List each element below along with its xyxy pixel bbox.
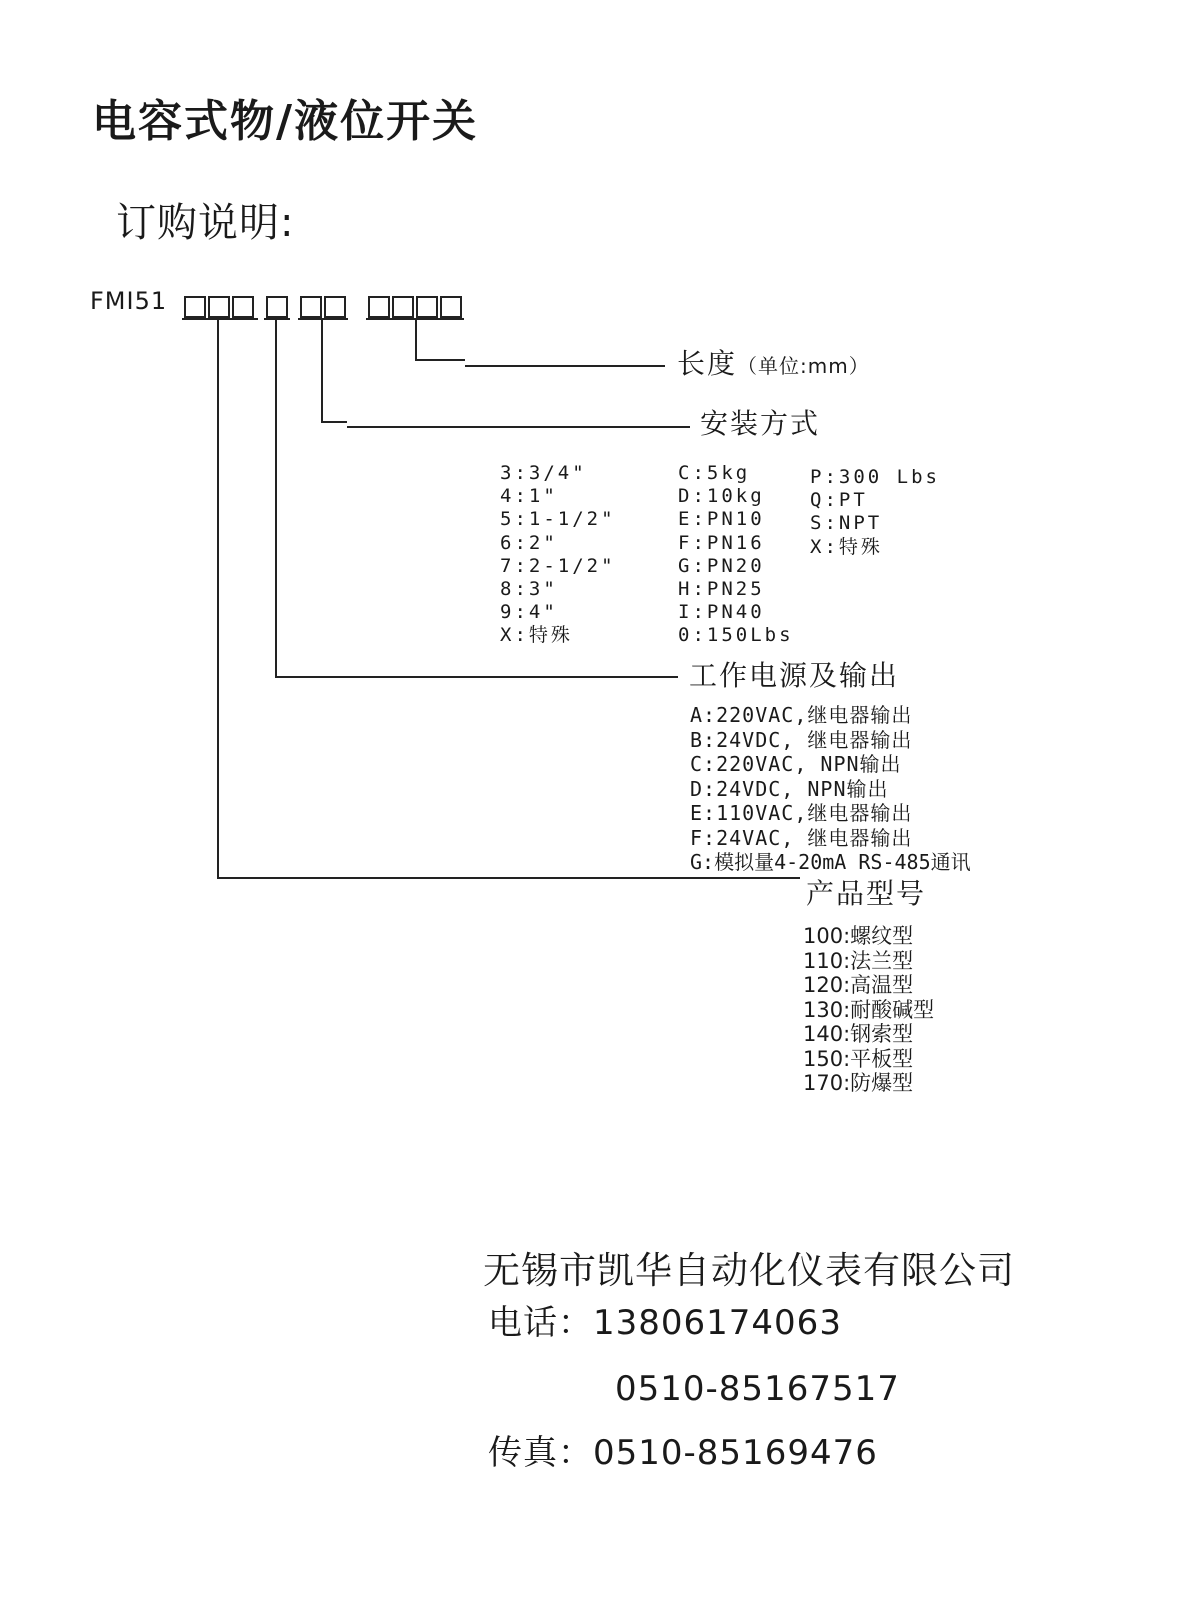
list-item: I:PN40	[678, 601, 765, 624]
connector-product-v	[217, 319, 219, 879]
list-item: 170:防爆型	[803, 1071, 914, 1095]
list-item: 8:3"	[500, 578, 558, 601]
underline-product	[182, 318, 258, 320]
code-box-product-1	[184, 296, 206, 318]
list-item: P:300 Lbs	[810, 466, 940, 488]
code-box-product-3	[232, 296, 254, 318]
phone-number-1: 13806174063	[593, 1303, 842, 1343]
fax-number: 0510-85169476	[593, 1433, 878, 1473]
list-item: E:PN10	[678, 508, 765, 531]
list-item: G:模拟量4-20mA RS-485通讯	[690, 850, 971, 874]
list-item: G:PN20	[678, 554, 765, 577]
code-box-length-3	[416, 296, 438, 318]
length-heading	[677, 347, 870, 380]
connector-length-h1	[415, 359, 465, 361]
list-item: 3:3/4"	[500, 462, 587, 484]
list-item: Q:PT	[810, 489, 868, 512]
length-label: 长度	[677, 347, 738, 380]
list-item: F:PN16	[678, 531, 765, 554]
list-item: 9:4"	[500, 601, 558, 624]
list-item: S:NPT	[810, 512, 883, 535]
connector-length-h2	[465, 365, 665, 367]
underline-mount	[298, 318, 348, 320]
connector-mount-v	[321, 319, 323, 423]
model-prefix: FMI51	[90, 287, 168, 315]
list-item: E:110VAC,继电器输出	[690, 801, 913, 825]
product-type-list	[803, 924, 934, 1096]
list-item: 7:2-1/2"	[500, 554, 616, 577]
connector-power-h	[275, 676, 678, 678]
code-box-length-4	[440, 296, 462, 318]
fax-row	[488, 1433, 878, 1473]
mounting-label: 安装方式	[700, 407, 821, 440]
code-box-product-2	[208, 296, 230, 318]
page-title: 电容式物/液位开关	[92, 96, 479, 147]
length-unit: （单位:mm）	[737, 354, 870, 378]
ordering-subtitle: 订购说明:	[116, 200, 295, 246]
list-item: H:PN25	[678, 578, 765, 601]
list-item: C:5kg	[678, 462, 751, 484]
list-item: C:220VAC, NPN输出	[690, 752, 902, 776]
list-item: 100:螺纹型	[803, 924, 914, 948]
mounting-list-flange	[678, 462, 794, 648]
list-item: 4:1"	[500, 485, 558, 508]
fax-label: 传真：	[488, 1433, 593, 1473]
connector-mount-h1	[321, 421, 347, 423]
list-item: F:24VAC, 继电器输出	[690, 825, 913, 850]
list-item: 120:高温型	[803, 973, 914, 997]
code-box-mount-1	[300, 296, 322, 318]
power-label: 工作电源及输出	[689, 659, 900, 692]
list-item: X:特殊	[500, 624, 573, 647]
phone-number-2: 0510-85167517	[615, 1369, 900, 1409]
list-item: 0:150Lbs	[678, 624, 794, 647]
phone-label: 电话：	[488, 1303, 593, 1343]
underline-power	[264, 318, 290, 320]
code-box-length-2	[392, 296, 414, 318]
code-box-power	[266, 296, 288, 318]
list-item: 110:法兰型	[803, 948, 914, 973]
list-item: 140:钢索型	[803, 1022, 914, 1046]
list-item: A:220VAC,继电器输出	[690, 703, 913, 727]
list-item: 6:2"	[500, 531, 558, 554]
list-item: 5:1-1/2"	[500, 508, 616, 531]
phone-row	[488, 1303, 842, 1343]
list-item: B:24VDC, 继电器输出	[690, 727, 913, 752]
mounting-list-thread	[500, 462, 616, 648]
code-box-mount-2	[324, 296, 346, 318]
list-item: D:24VDC, NPN输出	[690, 776, 889, 801]
list-item: 130:耐酸碱型	[803, 997, 935, 1022]
list-item: 150:平板型	[803, 1046, 914, 1071]
company-name: 无锡市凯华自动化仪表有限公司	[483, 1249, 1015, 1292]
code-box-length-1	[368, 296, 390, 318]
product-type-label: 产品型号	[806, 877, 927, 910]
mounting-list-other	[810, 466, 940, 559]
connector-power-v	[275, 319, 277, 677]
connector-mount-h2	[347, 426, 690, 428]
list-item: D:10kg	[678, 485, 765, 508]
power-list	[690, 703, 971, 875]
list-item: X:特殊	[810, 535, 883, 558]
connector-product-h	[217, 877, 800, 879]
connector-length-v	[415, 319, 417, 361]
